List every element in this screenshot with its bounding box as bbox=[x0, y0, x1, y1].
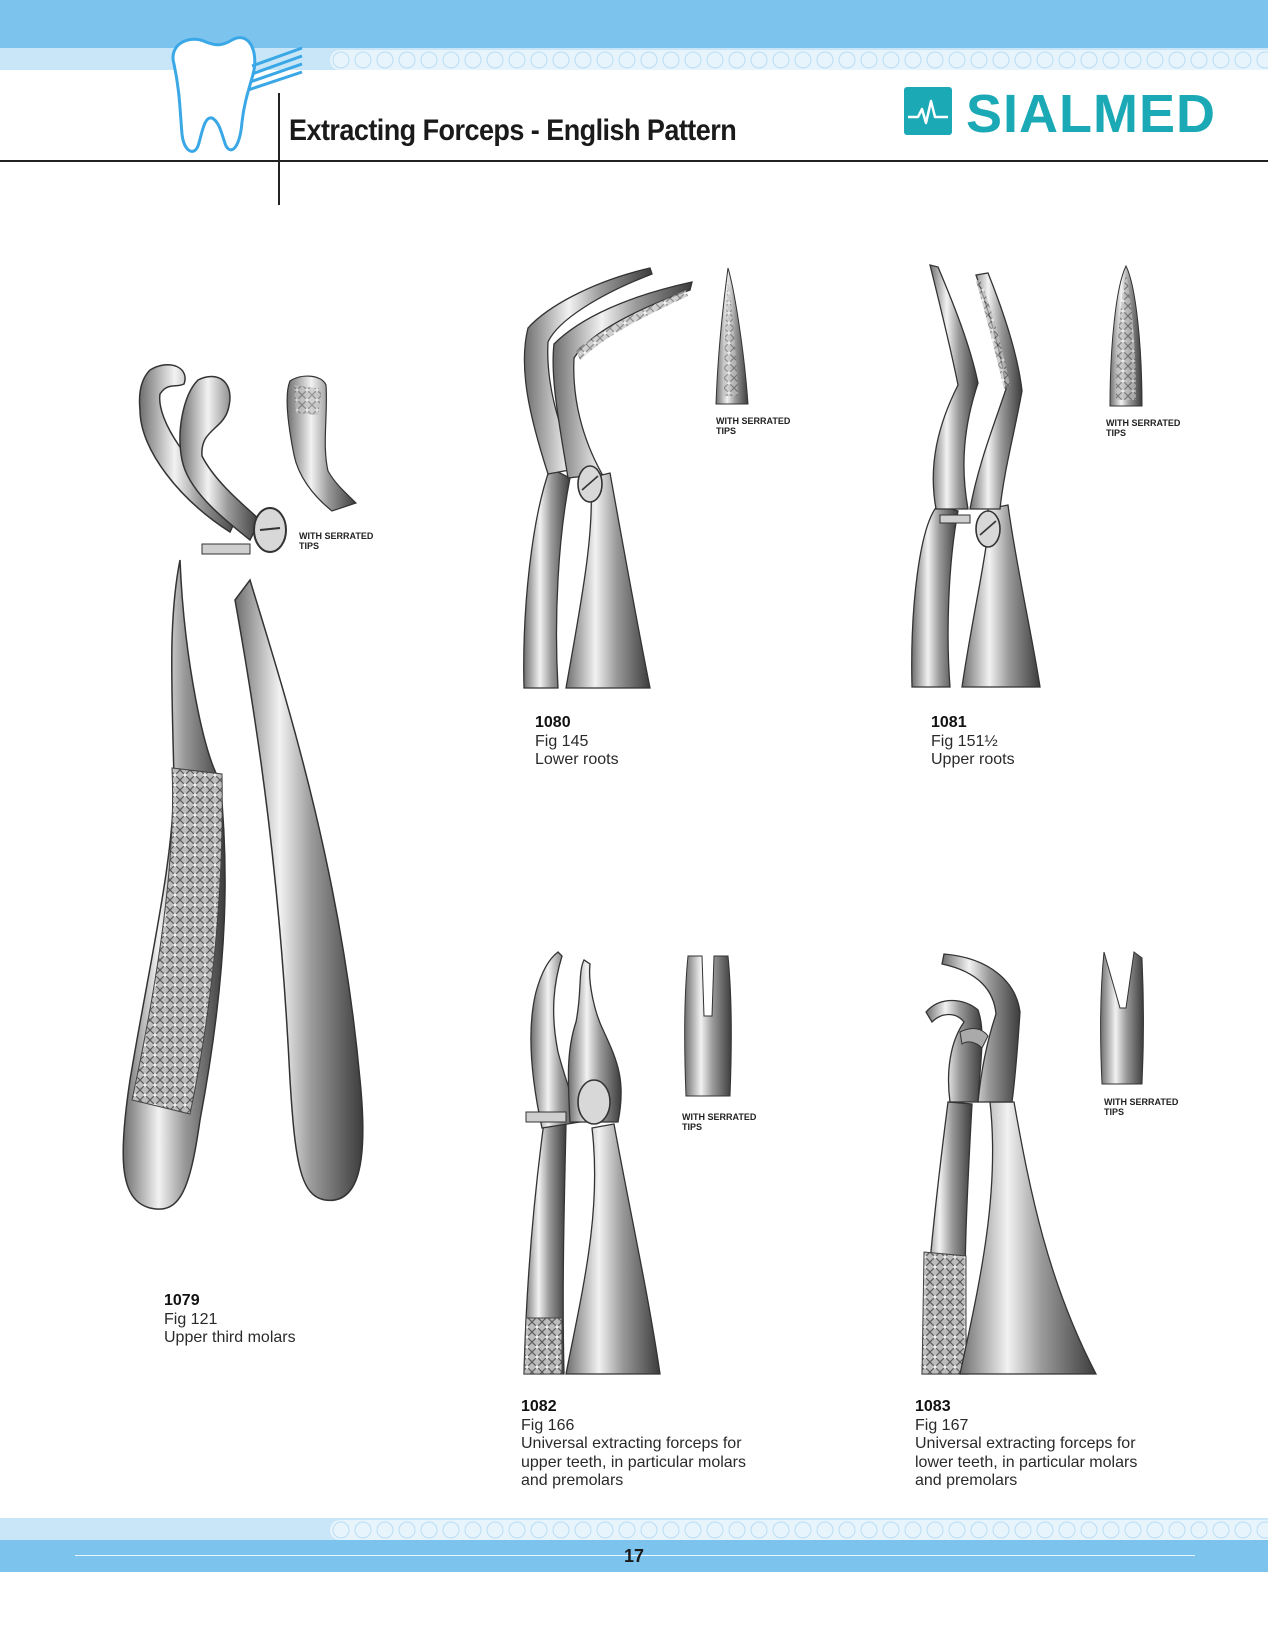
footer-loop-pattern bbox=[330, 1520, 1268, 1540]
page-number-badge bbox=[614, 1540, 654, 1572]
product-desc: Upper roots bbox=[931, 751, 1015, 768]
tip-1080-image bbox=[714, 268, 750, 408]
product-code: 1082 bbox=[521, 1398, 557, 1415]
header-divider bbox=[0, 160, 1268, 162]
product-desc: Lower roots bbox=[535, 751, 619, 768]
header-loop-pattern bbox=[330, 50, 1268, 70]
forceps-1081-image bbox=[908, 265, 1058, 687]
tip-note-1079: WITH SERRATED TIPS bbox=[299, 531, 374, 551]
brand-logo: SIALMED bbox=[966, 84, 1216, 144]
forceps-1083-image bbox=[920, 952, 1100, 1374]
product-fig: Fig 145 bbox=[535, 732, 589, 750]
tip-note-1081: WITH SERRATED TIPS bbox=[1106, 418, 1181, 438]
product-code: 1081 bbox=[931, 714, 967, 731]
tip-1081-image bbox=[1108, 266, 1144, 410]
product-desc: Upper third molars bbox=[164, 1329, 296, 1346]
page-number: 17 bbox=[623, 1546, 645, 1566]
forceps-1080-image bbox=[510, 268, 700, 688]
product-desc: Universal extracting forceps for upper teeth, in particular molars and premolars bbox=[521, 1435, 746, 1489]
product-fig: Fig 121 bbox=[164, 1310, 218, 1328]
product-caption-1080 bbox=[535, 714, 619, 770]
forceps-1082-image bbox=[522, 952, 692, 1374]
product-caption-1079 bbox=[164, 1292, 296, 1348]
tip-1083-image bbox=[1098, 952, 1146, 1084]
product-fig: Fig 151½ bbox=[931, 732, 998, 750]
tooth-icon bbox=[162, 30, 262, 160]
product-fig: Fig 167 bbox=[915, 1416, 969, 1434]
page-title: Extracting Forceps - English Pattern bbox=[289, 114, 737, 147]
heartbeat-logo-icon bbox=[904, 87, 952, 135]
product-caption-1081 bbox=[931, 714, 1015, 770]
product-caption-1082 bbox=[521, 1398, 771, 1491]
product-code: 1079 bbox=[164, 1292, 200, 1309]
tip-note-1083: WITH SERRATED TIPS bbox=[1104, 1097, 1179, 1117]
product-code: 1083 bbox=[915, 1398, 951, 1415]
header-divider-vertical bbox=[278, 93, 280, 205]
product-code: 1080 bbox=[535, 714, 571, 731]
product-fig: Fig 166 bbox=[521, 1416, 575, 1434]
tip-note-1080: WITH SERRATED TIPS bbox=[716, 416, 791, 436]
product-caption-1083 bbox=[915, 1398, 1165, 1491]
tip-1082-image bbox=[682, 956, 734, 1096]
product-desc: Universal extracting forceps for lower teeth, in particular molars and premolars bbox=[915, 1435, 1138, 1489]
tip-1079-image bbox=[282, 375, 362, 515]
tip-note-1082: WITH SERRATED TIPS bbox=[682, 1112, 757, 1132]
